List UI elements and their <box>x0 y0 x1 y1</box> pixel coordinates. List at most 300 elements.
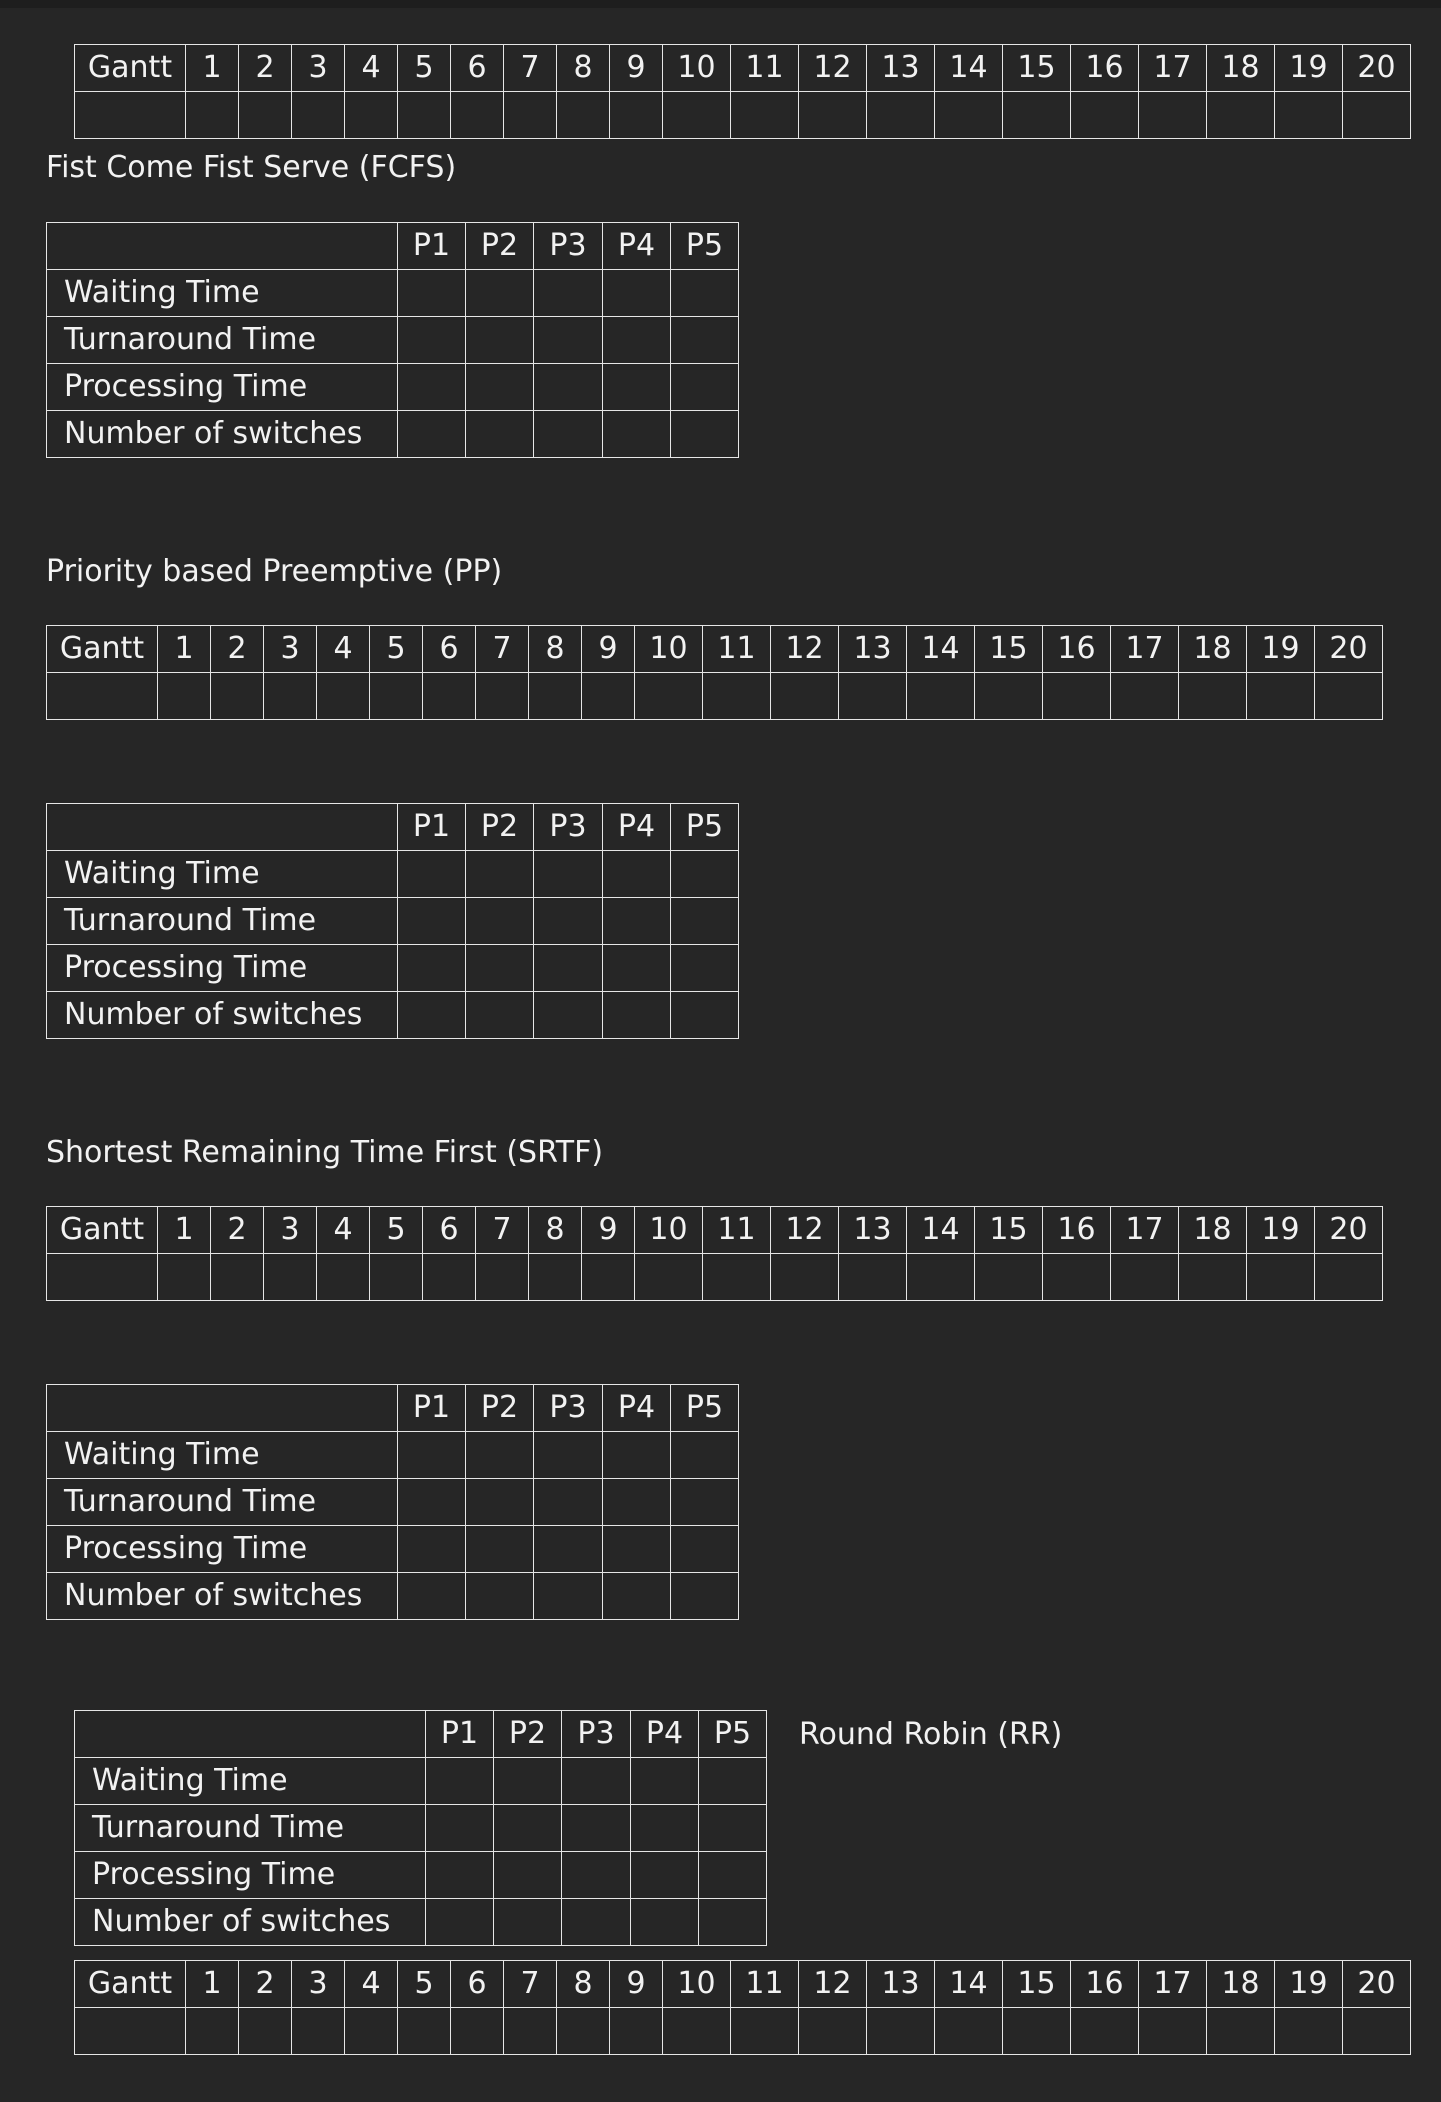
gantt-empty-cell[interactable] <box>867 2008 935 2055</box>
stats-value-cell[interactable] <box>699 1805 767 1852</box>
gantt-empty-cell[interactable] <box>1043 1254 1111 1301</box>
gantt-slot-number: 16 <box>1043 626 1111 673</box>
gantt-empty-cell[interactable] <box>211 673 264 720</box>
stats-value-cell[interactable] <box>534 851 603 898</box>
gantt-slot-number: 17 <box>1139 1961 1207 2008</box>
stats-value-cell[interactable] <box>426 1852 494 1899</box>
process-header: P3 <box>534 223 603 270</box>
gantt-slot-number: 19 <box>1247 626 1315 673</box>
gantt-slot-number: 16 <box>1071 45 1139 92</box>
process-header: P5 <box>699 1711 767 1758</box>
gantt-empty-cell[interactable] <box>264 1254 317 1301</box>
gantt-empty-cell[interactable] <box>158 1254 211 1301</box>
stats-value-cell[interactable] <box>699 1899 767 1946</box>
stats-row-label: Number of switches <box>47 992 398 1039</box>
stats-value-cell[interactable] <box>631 1805 699 1852</box>
gantt-empty-cell[interactable] <box>1275 92 1343 139</box>
gantt-slot-number: 5 <box>398 1961 451 2008</box>
gantt-empty-cell[interactable] <box>771 673 839 720</box>
gantt-slot-number: 7 <box>476 1207 529 1254</box>
gantt-slot-number: 18 <box>1179 626 1247 673</box>
gantt-empty-cell[interactable] <box>907 1254 975 1301</box>
process-header: P2 <box>494 1711 562 1758</box>
gantt-empty-cell[interactable] <box>264 673 317 720</box>
gantt-header-row <box>47 626 1383 673</box>
gantt-empty-cell[interactable] <box>1071 2008 1139 2055</box>
stats-table-pp <box>46 803 739 1039</box>
stats-row <box>47 1573 739 1620</box>
stats-row-label: Processing Time <box>47 1526 398 1573</box>
process-header: P3 <box>562 1711 631 1758</box>
stats-row <box>75 1899 767 1946</box>
stats-value-cell[interactable] <box>398 1573 466 1620</box>
process-header: P1 <box>398 804 466 851</box>
stats-value-cell[interactable] <box>603 992 671 1039</box>
stats-value-cell[interactable] <box>671 1479 739 1526</box>
stats-row-label: Processing Time <box>47 945 398 992</box>
gantt-slot-number: 7 <box>504 45 557 92</box>
gantt-empty-cell[interactable] <box>158 673 211 720</box>
gantt-slot-number: 8 <box>529 1207 582 1254</box>
gantt-header-row <box>47 1207 1383 1254</box>
gantt-slot-number: 14 <box>907 1207 975 1254</box>
gantt-empty-cell[interactable] <box>1207 2008 1275 2055</box>
stats-value-cell[interactable] <box>466 945 534 992</box>
gantt-slot-number: 20 <box>1343 1961 1411 2008</box>
gantt-slot-number: 3 <box>264 626 317 673</box>
gantt-empty-cell[interactable] <box>1003 92 1071 139</box>
stats-value-cell[interactable] <box>671 945 739 992</box>
gantt-empty-cell[interactable] <box>423 1254 476 1301</box>
gantt-empty-cell[interactable] <box>1179 1254 1247 1301</box>
gantt-slot-number: 18 <box>1179 1207 1247 1254</box>
gantt-empty-cell[interactable] <box>582 673 635 720</box>
gantt-empty-cell[interactable] <box>975 1254 1043 1301</box>
stats-row-label: Waiting Time <box>47 1432 398 1479</box>
gantt-slot-number: 15 <box>975 626 1043 673</box>
stats-value-cell[interactable] <box>398 364 466 411</box>
gantt-slot-number: 11 <box>731 1961 799 2008</box>
process-header: P5 <box>671 1385 739 1432</box>
gantt-slot-number: 1 <box>186 1961 239 2008</box>
stats-value-cell[interactable] <box>534 945 603 992</box>
gantt-empty-cell[interactable] <box>292 92 345 139</box>
gantt-empty-cell[interactable] <box>317 1254 370 1301</box>
stats-row <box>75 1758 767 1805</box>
process-header: P3 <box>534 804 603 851</box>
section-title-pp: Priority based Preemptive (PP) <box>46 554 503 589</box>
gantt-empty-cell[interactable] <box>75 2008 186 2055</box>
stats-value-cell[interactable] <box>603 945 671 992</box>
stats-value-cell[interactable] <box>671 1432 739 1479</box>
gantt-empty-cell[interactable] <box>529 673 582 720</box>
gantt-empty-row <box>75 92 1411 139</box>
stats-row <box>47 851 739 898</box>
gantt-label: Gantt <box>47 626 158 673</box>
stats-value-cell[interactable] <box>398 1432 466 1479</box>
gantt-table-fcfs <box>74 44 1411 139</box>
gantt-empty-cell[interactable] <box>1111 673 1179 720</box>
gantt-slot-number: 8 <box>529 626 582 673</box>
gantt-slot-number: 15 <box>1003 45 1071 92</box>
stats-value-cell[interactable] <box>562 1899 631 1946</box>
gantt-empty-cell[interactable] <box>907 673 975 720</box>
stats-row-label: Number of switches <box>47 411 398 458</box>
gantt-slot-number: 17 <box>1139 45 1207 92</box>
gantt-empty-cell[interactable] <box>703 673 771 720</box>
gantt-empty-cell[interactable] <box>370 1254 423 1301</box>
process-header: P4 <box>603 223 671 270</box>
stats-value-cell[interactable] <box>631 1758 699 1805</box>
gantt-slot-number: 14 <box>907 626 975 673</box>
stats-value-cell[interactable] <box>603 317 671 364</box>
stats-value-cell[interactable] <box>466 317 534 364</box>
process-header: P2 <box>466 1385 534 1432</box>
stats-value-cell[interactable] <box>603 1479 671 1526</box>
gantt-slot-number: 6 <box>451 1961 504 2008</box>
stats-value-cell[interactable] <box>398 851 466 898</box>
stats-value-cell[interactable] <box>631 1899 699 1946</box>
stats-value-cell[interactable] <box>466 411 534 458</box>
gantt-empty-cell[interactable] <box>935 2008 1003 2055</box>
stats-row-label: Waiting Time <box>47 851 398 898</box>
gantt-empty-cell[interactable] <box>1315 1254 1383 1301</box>
gantt-empty-row <box>75 2008 1411 2055</box>
stats-value-cell[interactable] <box>562 1852 631 1899</box>
stats-value-cell[interactable] <box>671 992 739 1039</box>
gantt-empty-cell[interactable] <box>1139 92 1207 139</box>
gantt-empty-cell[interactable] <box>1275 2008 1343 2055</box>
stats-row <box>75 1852 767 1899</box>
gantt-empty-cell[interactable] <box>370 673 423 720</box>
gantt-empty-cell[interactable] <box>635 1254 703 1301</box>
gantt-empty-cell[interactable] <box>398 92 451 139</box>
gantt-empty-cell[interactable] <box>186 92 239 139</box>
stats-value-cell[interactable] <box>671 1526 739 1573</box>
stats-value-cell[interactable] <box>534 1526 603 1573</box>
gantt-slot-number: 2 <box>239 1961 292 2008</box>
gantt-slot-number: 9 <box>582 626 635 673</box>
gantt-empty-cell[interactable] <box>557 92 610 139</box>
stats-value-cell[interactable] <box>534 1573 603 1620</box>
stats-value-cell[interactable] <box>466 1526 534 1573</box>
stats-value-cell[interactable] <box>398 317 466 364</box>
gantt-empty-cell[interactable] <box>663 2008 731 2055</box>
stats-value-cell[interactable] <box>466 851 534 898</box>
gantt-slot-number: 15 <box>975 1207 1043 1254</box>
gantt-slot-number: 3 <box>292 45 345 92</box>
stats-value-cell[interactable] <box>534 270 603 317</box>
stats-table-fcfs <box>46 222 739 458</box>
gantt-slot-number: 16 <box>1043 1207 1111 1254</box>
gantt-empty-cell[interactable] <box>1071 92 1139 139</box>
gantt-slot-number: 12 <box>799 45 867 92</box>
gantt-slot-number: 4 <box>345 1961 398 2008</box>
stats-row <box>75 1805 767 1852</box>
process-header: P1 <box>398 1385 466 1432</box>
stats-header-row <box>75 1711 767 1758</box>
stats-corner-cell <box>75 1711 426 1758</box>
gantt-slot-number: 15 <box>1003 1961 1071 2008</box>
stats-row-label: Processing Time <box>75 1852 426 1899</box>
stats-row <box>47 992 739 1039</box>
gantt-empty-cell[interactable] <box>610 2008 663 2055</box>
stats-value-cell[interactable] <box>671 317 739 364</box>
gantt-empty-cell[interactable] <box>1111 1254 1179 1301</box>
stats-corner-cell <box>47 804 398 851</box>
stats-value-cell[interactable] <box>603 1573 671 1620</box>
gantt-empty-cell[interactable] <box>703 1254 771 1301</box>
stats-table-srtf <box>46 1384 739 1620</box>
gantt-slot-number: 16 <box>1071 1961 1139 2008</box>
gantt-empty-row <box>47 673 1383 720</box>
stats-value-cell[interactable] <box>603 1432 671 1479</box>
stats-value-cell[interactable] <box>466 1573 534 1620</box>
gantt-slot-number: 20 <box>1343 45 1411 92</box>
gantt-empty-cell[interactable] <box>47 1254 158 1301</box>
gantt-slot-number: 4 <box>317 1207 370 1254</box>
gantt-empty-cell[interactable] <box>582 1254 635 1301</box>
stats-value-cell[interactable] <box>398 945 466 992</box>
gantt-slot-number: 10 <box>635 626 703 673</box>
stats-corner-cell <box>47 1385 398 1432</box>
stats-value-cell[interactable] <box>426 1899 494 1946</box>
stats-corner-cell <box>47 223 398 270</box>
gantt-slot-number: 13 <box>839 1207 907 1254</box>
gantt-slot-number: 9 <box>610 1961 663 2008</box>
gantt-slot-number: 5 <box>370 626 423 673</box>
stats-value-cell[interactable] <box>534 317 603 364</box>
stats-value-cell[interactable] <box>534 992 603 1039</box>
stats-table-rr <box>74 1710 767 1946</box>
gantt-empty-cell[interactable] <box>799 2008 867 2055</box>
stats-value-cell[interactable] <box>562 1805 631 1852</box>
gantt-header-row <box>75 1961 1411 2008</box>
gantt-slot-number: 6 <box>423 1207 476 1254</box>
gantt-slot-number: 11 <box>731 45 799 92</box>
stats-value-cell[interactable] <box>603 851 671 898</box>
stats-value-cell[interactable] <box>671 270 739 317</box>
stats-row <box>47 1526 739 1573</box>
stats-value-cell[interactable] <box>426 1805 494 1852</box>
top-bar <box>0 0 1441 8</box>
gantt-empty-cell[interactable] <box>1003 2008 1071 2055</box>
process-header: P3 <box>534 1385 603 1432</box>
gantt-empty-cell[interactable] <box>1343 2008 1411 2055</box>
stats-value-cell[interactable] <box>466 1479 534 1526</box>
gantt-slot-number: 20 <box>1315 626 1383 673</box>
gantt-empty-cell[interactable] <box>476 1254 529 1301</box>
stats-value-cell[interactable] <box>671 1573 739 1620</box>
stats-value-cell[interactable] <box>603 898 671 945</box>
gantt-empty-cell[interactable] <box>504 2008 557 2055</box>
gantt-slot-number: 17 <box>1111 1207 1179 1254</box>
gantt-empty-cell[interactable] <box>451 2008 504 2055</box>
gantt-slot-number: 8 <box>557 1961 610 2008</box>
gantt-empty-cell[interactable] <box>239 92 292 139</box>
gantt-empty-cell[interactable] <box>423 673 476 720</box>
gantt-slot-number: 8 <box>557 45 610 92</box>
stats-value-cell[interactable] <box>534 364 603 411</box>
gantt-empty-cell[interactable] <box>345 92 398 139</box>
gantt-slot-number: 19 <box>1275 1961 1343 2008</box>
gantt-slot-number: 14 <box>935 45 1003 92</box>
gantt-slot-number: 2 <box>211 1207 264 1254</box>
gantt-slot-number: 10 <box>635 1207 703 1254</box>
gantt-header-row <box>75 45 1411 92</box>
stats-value-cell[interactable] <box>398 411 466 458</box>
gantt-empty-cell[interactable] <box>504 92 557 139</box>
stats-value-cell[interactable] <box>398 898 466 945</box>
stats-row <box>47 411 739 458</box>
gantt-slot-number: 6 <box>423 626 476 673</box>
gantt-empty-cell[interactable] <box>839 673 907 720</box>
gantt-empty-cell[interactable] <box>1207 92 1275 139</box>
stats-value-cell[interactable] <box>466 992 534 1039</box>
gantt-slot-number: 12 <box>771 1207 839 1254</box>
stats-header-row <box>47 804 739 851</box>
stats-value-cell[interactable] <box>534 898 603 945</box>
gantt-empty-cell[interactable] <box>451 92 504 139</box>
gantt-empty-cell[interactable] <box>635 673 703 720</box>
stats-value-cell[interactable] <box>603 364 671 411</box>
gantt-slot-number: 11 <box>703 1207 771 1254</box>
stats-value-cell[interactable] <box>603 411 671 458</box>
stats-value-cell[interactable] <box>562 1758 631 1805</box>
gantt-empty-cell[interactable] <box>292 2008 345 2055</box>
gantt-empty-cell[interactable] <box>1043 673 1111 720</box>
gantt-empty-cell[interactable] <box>1247 1254 1315 1301</box>
gantt-empty-cell[interactable] <box>239 2008 292 2055</box>
stats-value-cell[interactable] <box>671 411 739 458</box>
gantt-empty-cell[interactable] <box>975 673 1043 720</box>
gantt-slot-number: 11 <box>703 626 771 673</box>
stats-value-cell[interactable] <box>494 1852 562 1899</box>
gantt-slot-number: 13 <box>867 45 935 92</box>
gantt-slot-number: 12 <box>799 1961 867 2008</box>
gantt-empty-cell[interactable] <box>345 2008 398 2055</box>
gantt-slot-number: 10 <box>663 1961 731 2008</box>
stats-value-cell[interactable] <box>466 364 534 411</box>
gantt-slot-number: 14 <box>935 1961 1003 2008</box>
gantt-slot-number: 1 <box>158 1207 211 1254</box>
stats-header-row <box>47 223 739 270</box>
stats-value-cell[interactable] <box>631 1852 699 1899</box>
stats-row-label: Turnaround Time <box>47 317 398 364</box>
section-title-rr: Round Robin (RR) <box>799 1717 1063 1752</box>
gantt-empty-cell[interactable] <box>1315 673 1383 720</box>
gantt-slot-number: 9 <box>610 45 663 92</box>
stats-value-cell[interactable] <box>466 898 534 945</box>
stats-value-cell[interactable] <box>699 1852 767 1899</box>
stats-row <box>47 1479 739 1526</box>
gantt-slot-number: 7 <box>504 1961 557 2008</box>
gantt-empty-cell[interactable] <box>398 2008 451 2055</box>
stats-value-cell[interactable] <box>671 851 739 898</box>
gantt-empty-cell[interactable] <box>317 673 370 720</box>
stats-value-cell[interactable] <box>534 411 603 458</box>
stats-value-cell[interactable] <box>534 1432 603 1479</box>
stats-row-label: Waiting Time <box>47 270 398 317</box>
gantt-table-rr <box>74 1960 1411 2055</box>
process-header: P2 <box>466 223 534 270</box>
gantt-empty-cell[interactable] <box>211 1254 264 1301</box>
gantt-empty-cell[interactable] <box>610 92 663 139</box>
stats-row <box>47 317 739 364</box>
gantt-empty-cell[interactable] <box>663 92 731 139</box>
stats-value-cell[interactable] <box>466 270 534 317</box>
gantt-empty-cell[interactable] <box>1139 2008 1207 2055</box>
gantt-empty-cell[interactable] <box>529 1254 582 1301</box>
gantt-table-srtf <box>46 1206 1383 1301</box>
gantt-empty-cell[interactable] <box>1343 92 1411 139</box>
gantt-empty-cell[interactable] <box>731 2008 799 2055</box>
stats-row <box>47 364 739 411</box>
process-header: P1 <box>398 223 466 270</box>
stats-value-cell[interactable] <box>494 1899 562 1946</box>
stats-row-label: Processing Time <box>47 364 398 411</box>
gantt-slot-number: 10 <box>663 45 731 92</box>
stats-value-cell[interactable] <box>534 1479 603 1526</box>
stats-row-label: Turnaround Time <box>47 898 398 945</box>
gantt-empty-cell[interactable] <box>476 673 529 720</box>
process-header: P4 <box>603 804 671 851</box>
gantt-slot-number: 18 <box>1207 45 1275 92</box>
gantt-slot-number: 19 <box>1247 1207 1315 1254</box>
process-header: P4 <box>603 1385 671 1432</box>
gantt-empty-cell[interactable] <box>731 92 799 139</box>
stats-value-cell[interactable] <box>494 1805 562 1852</box>
stats-value-cell[interactable] <box>398 1526 466 1573</box>
gantt-empty-cell[interactable] <box>47 673 158 720</box>
gantt-label: Gantt <box>75 1961 186 2008</box>
gantt-slot-number: 6 <box>451 45 504 92</box>
stats-value-cell[interactable] <box>398 1479 466 1526</box>
stats-value-cell[interactable] <box>603 1526 671 1573</box>
gantt-slot-number: 3 <box>264 1207 317 1254</box>
stats-value-cell[interactable] <box>603 270 671 317</box>
stats-value-cell[interactable] <box>426 1758 494 1805</box>
gantt-slot-number: 19 <box>1275 45 1343 92</box>
gantt-empty-cell[interactable] <box>867 92 935 139</box>
gantt-slot-number: 4 <box>317 626 370 673</box>
stats-value-cell[interactable] <box>671 898 739 945</box>
stats-value-cell[interactable] <box>699 1758 767 1805</box>
stats-value-cell[interactable] <box>671 364 739 411</box>
gantt-empty-cell[interactable] <box>1179 673 1247 720</box>
stats-value-cell[interactable] <box>398 270 466 317</box>
gantt-slot-number: 5 <box>398 45 451 92</box>
gantt-slot-number: 1 <box>158 626 211 673</box>
gantt-empty-cell[interactable] <box>1247 673 1315 720</box>
stats-value-cell[interactable] <box>466 1432 534 1479</box>
gantt-empty-cell[interactable] <box>75 92 186 139</box>
gantt-empty-cell[interactable] <box>839 1254 907 1301</box>
gantt-slot-number: 5 <box>370 1207 423 1254</box>
stats-row-label: Turnaround Time <box>75 1805 426 1852</box>
stats-value-cell[interactable] <box>494 1758 562 1805</box>
gantt-slot-number: 13 <box>867 1961 935 2008</box>
gantt-empty-cell[interactable] <box>799 92 867 139</box>
gantt-label: Gantt <box>47 1207 158 1254</box>
gantt-empty-cell[interactable] <box>771 1254 839 1301</box>
stats-row-label: Number of switches <box>75 1899 426 1946</box>
gantt-empty-cell[interactable] <box>935 92 1003 139</box>
stats-value-cell[interactable] <box>398 992 466 1039</box>
gantt-empty-cell[interactable] <box>186 2008 239 2055</box>
gantt-slot-number: 3 <box>292 1961 345 2008</box>
gantt-empty-cell[interactable] <box>557 2008 610 2055</box>
